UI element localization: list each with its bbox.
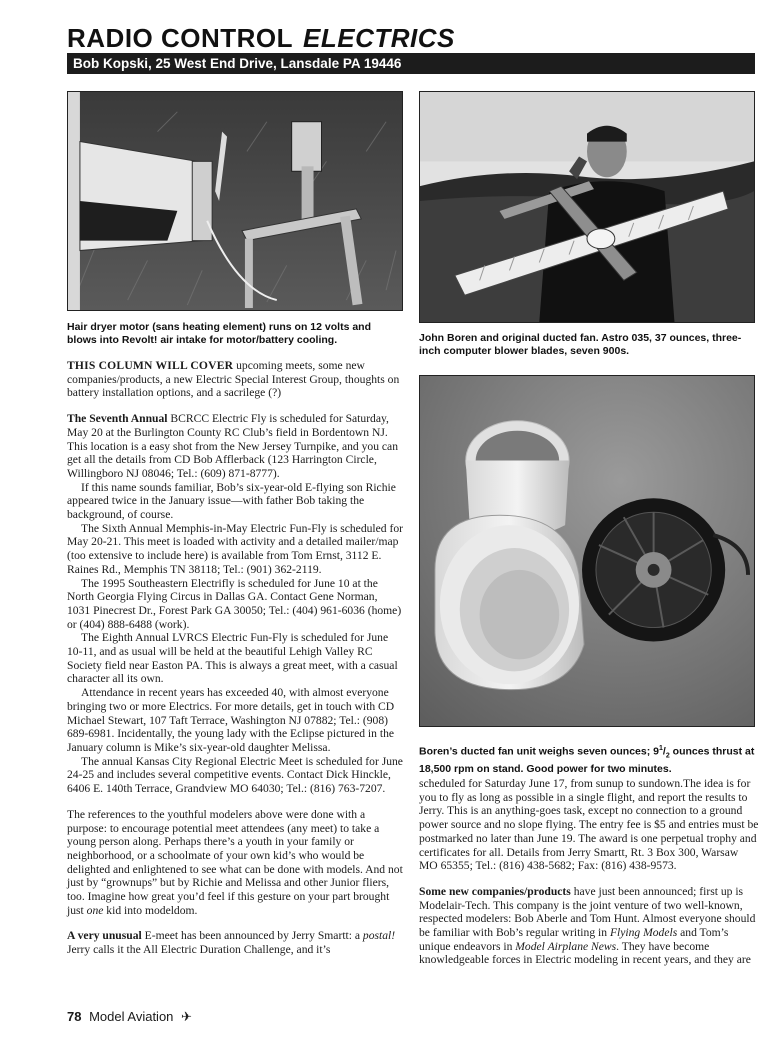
caption-fraction-numerator: 1 [659, 745, 663, 752]
left-paragraph-10 [67, 929, 403, 956]
author-byline: Bob Kopski, 25 West End Drive, Lansdale PA 19446 [67, 53, 755, 74]
lead-new-companies: Some new companies/products [419, 884, 571, 898]
caption-hair-dryer-motor: Hair dryer motor (sans heating element) runs on 12 volts and blows into Revolt! air intake for motor/battery cooling. [67, 321, 371, 346]
left-paragraph-9-text-b: kid into modeldom. [103, 903, 198, 917]
left-paragraph-1 [67, 359, 403, 400]
italic-flying-models: Flying Models [609, 926, 678, 940]
left-paragraph-8: The annual Kansas City Regional Electric Meet is scheduled for June 24-25 and includes several competitive events. Contact Dick Hinckle, 6406 E. 140th Terrace, Grandview MO 64030; Tel.: (816) 763-7207. [67, 754, 403, 796]
left-paragraph-10-emphasis: postal! [362, 929, 396, 943]
lead-seventh-annual: The Seventh Annual [67, 412, 168, 426]
italic-model-airplane-news: Model Airplane News [515, 939, 617, 953]
photo-hair-dryer-illustration [68, 92, 402, 310]
left-paragraph-2-text: BCRCC Electric Fly is scheduled for Saturday, May 20 at the Burlington County RC Club’s field in Bordentown NJ. This location is a easy shot from the New Jersey Turnpike, and you can get all the details from CD Bob Afflerback (123 Harrington Circle, Willingboro NJ 08046; Tel.: (609) 871-8777). [67, 412, 399, 480]
photo-ducted-fan-unit [419, 375, 755, 727]
lead-this-column: THIS COLUMN WILL COVER [67, 359, 234, 372]
left-column [67, 359, 403, 957]
caption-fraction-denominator: 2 [665, 752, 670, 760]
photo-john-boren [419, 91, 755, 323]
page-number: 78 [67, 1009, 82, 1024]
left-paragraph-6: The Eighth Annual LVRCS Electric Fun-Fly is scheduled for June 10-11, and as usual will be held at the beautiful Lehigh Valley RC Society field near Easton PA. This is always a great meet, with a casual character all its own. [67, 631, 398, 686]
left-paragraph-3: If this name sounds familiar, Bob’s six-year-old E-flying son Richie appeared twice in the January issue—with father Bob taking the background, of course. [67, 480, 396, 522]
magazine-name: Model Aviation [89, 1009, 174, 1024]
title-electrics: ELECTRICS [303, 23, 455, 53]
left-paragraph-2 [67, 412, 403, 481]
left-paragraph-10-text-a: E-meet has been announced by Jerry Smartt: a [141, 929, 363, 943]
right-paragraph-1: scheduled for Saturday June 17, from sunup to sundown.The idea is for you to fly as long as possible in a single flight, and report the results to Jerry. This is an anything-goes task, except no connection to a ground power source and no slope flying. The entry fee is $5 and entries must be postmarked no later than June 19. The award is one perpetual trophy and certificates for all. Details from Jerry Smartt, Rt. 3 Box 300, Warsaw MO 65355; Tel.: (816) 438-5682; Fax: (816) 438-9573. [419, 777, 759, 873]
caption-fraction-slash: / [662, 745, 666, 758]
right-paragraph-2-text-a: have just been announced; first up is Modelair-Tech. This company is the joint venture of two well-known, respected modelers: Bob Aberle and Tom Hunt. Almost everyone should be familiar with Bob’s regular writing in [419, 884, 756, 940]
left-paragraph-5: The 1995 Southeastern Electrifly is scheduled for June 10 at the North Georgia Flying Circus in Dallas GA. Contact Gene Norman, 1031 Pinecrest Dr., Forest Park GA 30050; Tel.: (404) 961-6036 (home) or (404) 888-6488 (work). [67, 576, 402, 631]
left-paragraph-1-text: upcoming meets, some new companies/products, a new Electric Special Interest Group, thoughts on battery installation options, and a sacrilege (?) [67, 359, 400, 400]
caption-ducted-fan-unit [419, 742, 759, 776]
left-paragraph-9 [67, 808, 403, 918]
airplane-icon: ✈ [181, 1009, 192, 1024]
right-paragraph-2 [419, 885, 759, 967]
right-paragraph-2-text-b: and Tom’s unique endeavors in [419, 926, 729, 953]
right-column [419, 777, 759, 967]
page-title [67, 23, 455, 54]
photo-hair-dryer-motor [67, 91, 403, 311]
photo-john-boren-illustration [420, 92, 754, 322]
photo-ducted-fan-illustration [420, 376, 754, 726]
left-paragraph-7: Attendance in recent years has exceeded 40, with almost everyone bringing two or more Electrics. For more details, get in touch with CD Michael Stewart, 107 Taft Terrace, Washington NJ 07882; Tel.: (908) 689-6981. Incidentally, the young lady with the Eclipse pictured in the January column is Mike’s six-year-old daughter Melissa. [67, 686, 395, 754]
caption-ducted-fan-part1: Boren’s ducted fan unit weighs seven ounces; 9 [419, 745, 659, 758]
left-paragraph-10-text-b: Jerry calls it the All Electric Duration Challenge, and it’s [67, 943, 331, 957]
right-paragraph-2-text-c: . They have become knowledgeable forces in Electric modeling in recent years, and they are [419, 939, 751, 967]
left-paragraph-9-emphasis: one [86, 903, 104, 917]
caption-ducted-fan-part2: ounces thrust at 18,500 rpm on stand. Good power for two minutes. [419, 745, 755, 775]
caption-john-boren: John Boren and original ducted fan. Astro 035, 37 ounces, three-inch computer blower blades, seven 900s. [419, 332, 742, 357]
lead-very-unusual: A very unusual [67, 929, 142, 943]
left-paragraph-9-text-a: The references to the youthful modelers above were done with a purpose: to encourage potential meet attendees (any meet) to take a young person along. Perhaps there’s a youth in your family or neighborhood, or a schoolmate of your own kid’s who would be delighted and enlightened to see what can be done with models. And not just by “grownups” but by Richie and Melissa and other Junior fliers, too. Imagine how great you’d feel if this gesture on your part brought just [67, 807, 403, 917]
left-paragraph-4: The Sixth Annual Memphis-in-May Electric Fun-Fly is scheduled for May 20-21. This meet is loaded with activity and a detailed mailer/map (too extensive to include here) is available from Tom Ernst, 3112 E. Raines Rd., Memphis TN 38118; Tel.: (901) 362-2119. [67, 521, 403, 576]
page-footer [67, 1009, 192, 1025]
title-radio-control: RADIO CONTROL [67, 23, 294, 53]
